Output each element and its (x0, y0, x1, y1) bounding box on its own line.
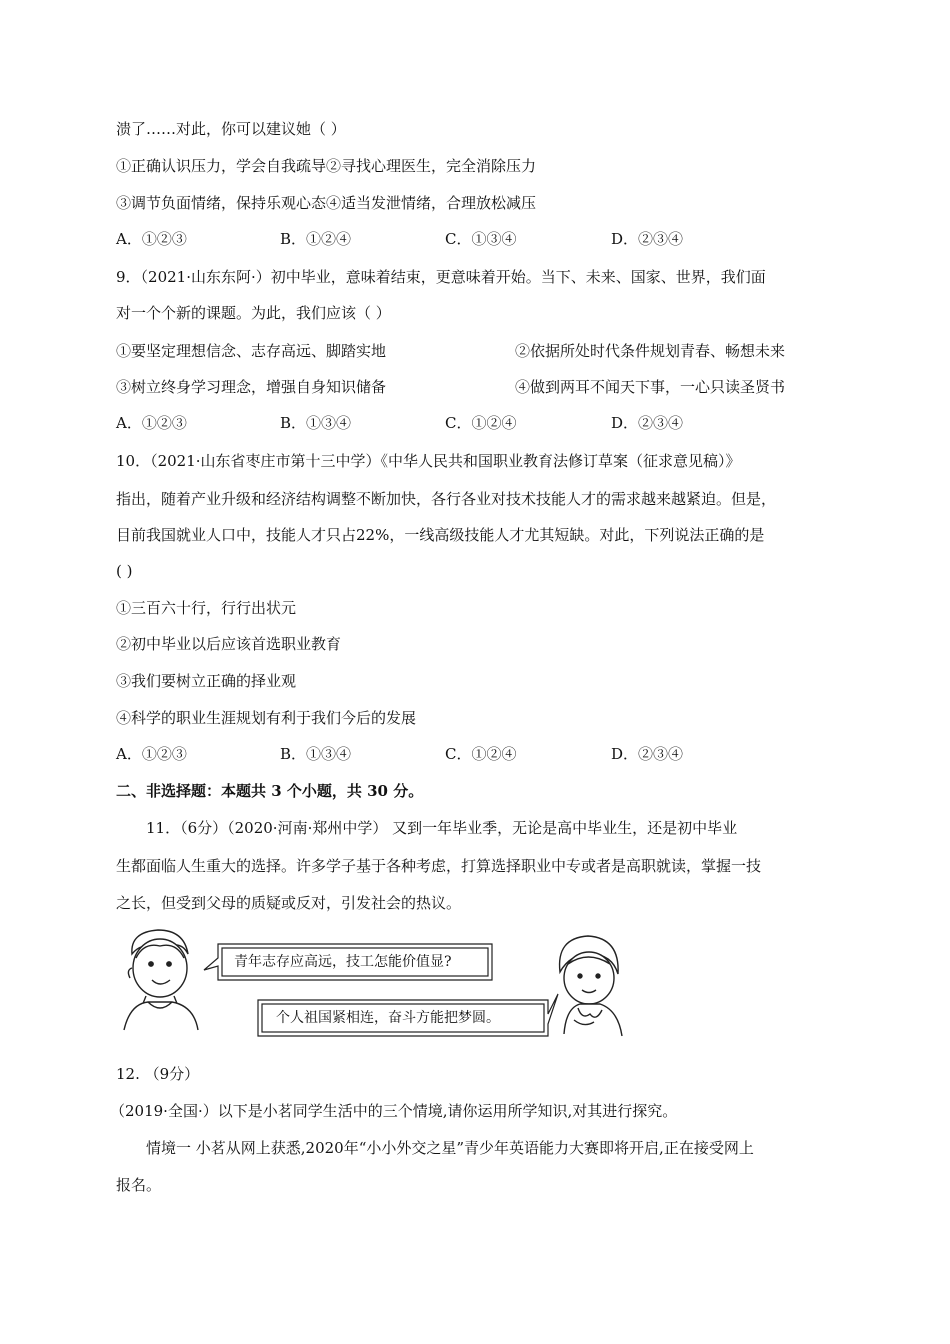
q8-stem-tail: 溃了……对此，你可以建议她（ ） (116, 120, 346, 138)
q12-intro: （2019·全国·）以下是小茗同学生活中的三个情境,请你运用所学知识,对其进行探究。 (110, 1102, 678, 1120)
q12-scenario-1: 情境一 小茗从网上获悉,2020年“小小外交之星”青少年英语能力大赛即将开启,正在接受网上 (146, 1139, 754, 1157)
bubble-1-text: 青年志存应高远，技工怎能价值显? (234, 954, 452, 970)
q9-item-4: ④做到两耳不闻天下事，一心只读圣贤书 (515, 378, 786, 396)
q10-stem-2: 指出，随着产业升级和经济结构调整不断加快，各行各业对技术技能人才的需求越来越紧迫。但是， (116, 490, 777, 508)
q9-item-3: ③树立终身学习理念，增强自身知识储备 (116, 378, 387, 396)
q10-item-1: ①三百六十行，行行出状元 (116, 599, 297, 617)
q10-item-3: ③我们要树立正确的择业观 (116, 672, 297, 690)
q9-item-2: ②依据所处时代条件规划青春、畅想未来 (515, 342, 786, 360)
q8-item-2: ③调节负面情绪，保持乐观心态④适当发泄情绪，合理放松减压 (116, 194, 537, 212)
girl-figure (560, 936, 622, 1036)
cartoon-illustration (118, 924, 634, 1050)
q8-option-a: A．①②③ (116, 230, 187, 248)
q10-stem-1: 10．（2021·山东省枣庄市第十三中学）《中华人民共和国职业教育法修订草案（征求意见稿）》 (116, 452, 741, 470)
q11-stem-3: 之长，但受到父母的质疑或反对，引发社会的热议。 (116, 894, 462, 912)
boy-figure (124, 930, 198, 1030)
q8-option-b: B．①②④ (280, 230, 352, 248)
q9-option-c: C．①②④ (445, 414, 517, 432)
q10-option-d: D．②③④ (611, 745, 684, 763)
section-heading: 二、非选择题：本题共 3 个小题，共 30 分。 (116, 782, 424, 800)
q12-scenario-1-cont: 报名。 (116, 1176, 162, 1194)
q9-option-b: B．①③④ (280, 414, 352, 432)
q12-number: 12. （9分） (116, 1065, 200, 1083)
q10-option-c: C．①②④ (445, 745, 517, 763)
bubble-2-text: 个人祖国紧相连，奋斗方能把梦圆。 (276, 1010, 500, 1026)
q10-item-2: ②初中毕业以后应该首选职业教育 (116, 635, 342, 653)
q10-option-a: A．①②③ (116, 745, 187, 763)
q11-stem-1: 11．（6分）（2020·河南·郑州中学） 又到一年毕业季，无论是高中毕业生，还是初中毕业 (146, 819, 738, 837)
q10-stem-3: 目前我国就业人口中，技能人才只占22%，一线高级技能人才尤其短缺。对此，下列说法正确的是 (116, 526, 765, 544)
q9-stem-2: 对一个个新的课题。为此，我们应该（ ） (116, 304, 391, 322)
q11-stem-2: 生都面临人生重大的选择。许多学子基于各种考虑，打算选择职业中专或者是高职就读，掌握一技 (116, 857, 762, 875)
q8-item-1: ①正确认识压力，学会自我疏导②寻找心理医生，完全消除压力 (116, 157, 537, 175)
q10-option-b: B．①③④ (280, 745, 352, 763)
q9-option-a: A．①②③ (116, 414, 187, 432)
q9-stem-1: 9．（2021·山东东阿·）初中毕业，意味着结束，更意味着开始。当下、未来、国家、世界，我们面 (116, 268, 766, 286)
q8-option-c: C．①③④ (445, 230, 517, 248)
q9-option-d: D．②③④ (611, 414, 684, 432)
q10-stem-4: ( ) (116, 562, 133, 580)
cartoon-drawing (118, 924, 634, 1050)
q8-option-d: D．②③④ (611, 230, 684, 248)
q10-item-4: ④科学的职业生涯规划有利于我们今后的发展 (116, 709, 417, 727)
q9-item-1: ①要坚定理想信念、志存高远、脚踏实地 (116, 342, 387, 360)
